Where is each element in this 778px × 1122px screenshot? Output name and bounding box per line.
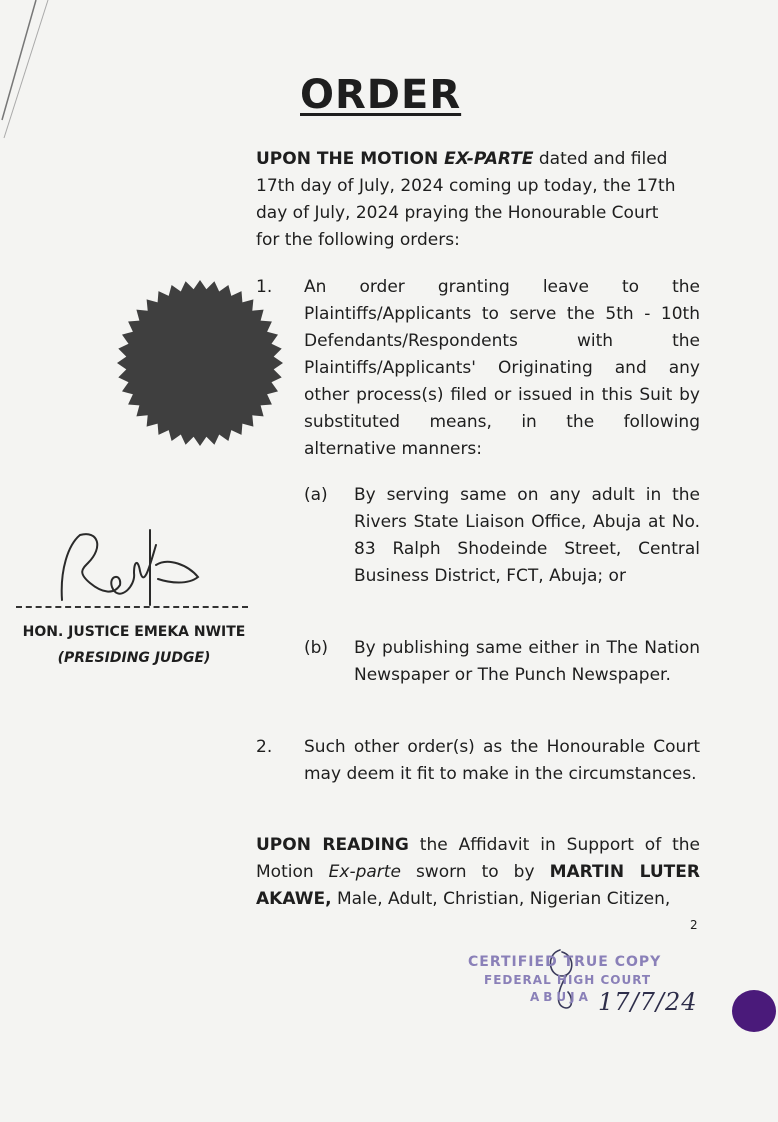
page-number: 2 xyxy=(690,918,698,932)
reading-paragraph: UPON READING the Affidavit in Support of the Motion Ex-parte sworn to by MARTIN LUTER AKAWE, Male, Adult, Christian, Nigerian Citizen, xyxy=(256,835,700,909)
judge-title: (PRESIDING JUDGE) xyxy=(57,650,211,666)
ink-blot xyxy=(730,988,778,1034)
intro-lead-italic: EX-PARTE xyxy=(444,149,534,169)
deponent-name: MARTIN LUTER AKAWE, xyxy=(256,862,700,909)
order-text: Such other order(s) as the Honourable Court may deem it fit to make in the circumstances. xyxy=(304,737,700,784)
stamp-line-1: CERTIFIED TRUE COPY xyxy=(468,954,662,970)
reading-italic: Ex-parte xyxy=(328,862,401,882)
page-title: ORDER xyxy=(300,72,462,118)
intro-line1: dated and filed xyxy=(533,149,668,169)
intro-line3: day of July, 2024 praying the Honourable Court xyxy=(256,203,659,223)
signature-line xyxy=(16,606,248,608)
intro-line2: 17th day of July, 2024 coming up today, the 17th xyxy=(256,176,676,196)
stamp-date: 17/7/24 xyxy=(598,988,698,1016)
intro-lead: UPON THE MOTION xyxy=(256,149,445,169)
judge-name: HON. JUSTICE EMEKA NWITE xyxy=(22,624,246,640)
stamp-line-2: FEDERAL HIGH COURT xyxy=(484,973,652,987)
order-number: 2. xyxy=(256,737,273,757)
sub-order-text: By publishing same either in The Nation Newspaper or The Punch Newspaper. xyxy=(354,638,700,685)
certified-true-copy-stamp xyxy=(462,946,712,1036)
intro-paragraph xyxy=(256,146,700,254)
intro-line4: for the following orders: xyxy=(256,230,460,250)
sub-order-text: By serving same on any adult in the Rivers State Liaison Office, Abuja at No. 83 Ralph Shodeinde Street, Central Business District, FCT, Abuja; or xyxy=(354,485,700,586)
sub-order-label: (a) xyxy=(304,485,328,505)
stamp-line-3: ABUJA xyxy=(530,990,592,1004)
court-seal xyxy=(115,278,285,448)
sub-order-label: (b) xyxy=(304,638,329,658)
paper-crease xyxy=(0,0,60,140)
order-text: An order granting leave to the Plaintiffs/Applicants to serve the 5th - 10th Defendants/Respondents with the Plaintiffs/Applicants' Originating and any other process(s) filed or issued in this Suit by substituted means, in the following alternative manners: xyxy=(304,277,700,459)
judge-signature xyxy=(38,525,218,615)
order-number: 1. xyxy=(256,277,273,297)
reading-lead: UPON READING xyxy=(256,835,409,855)
